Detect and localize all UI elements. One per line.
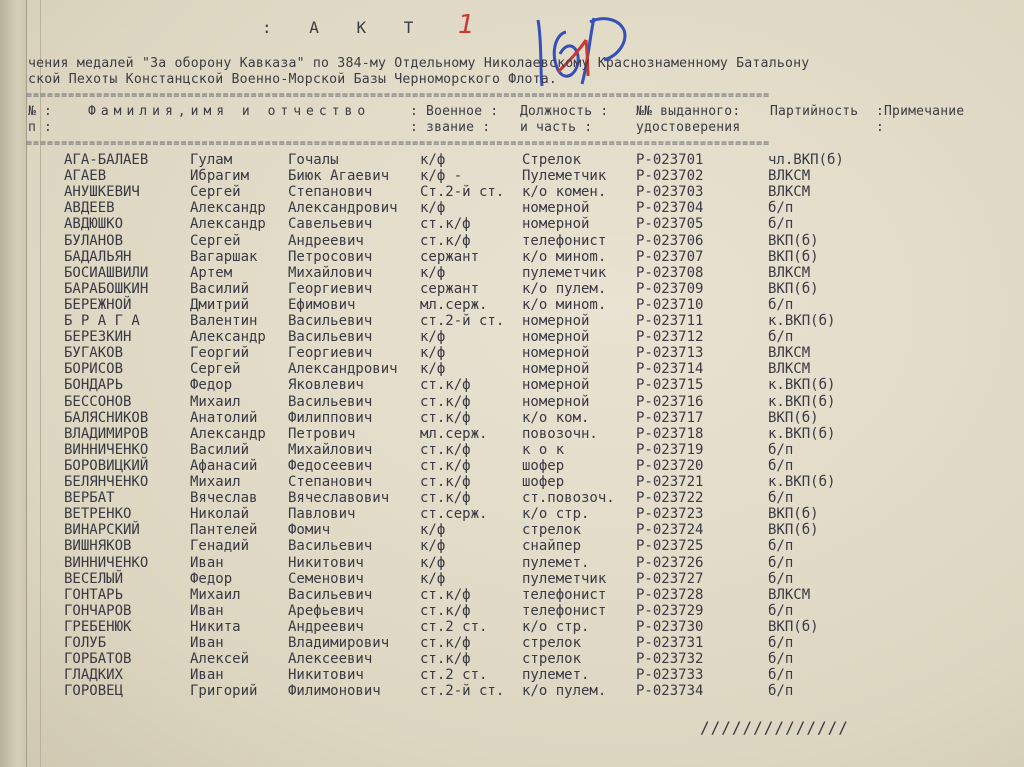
row-party: б/п [768,651,794,668]
row-position: номерной [522,377,590,394]
row-position: телефонист [522,232,607,249]
row-rank: ст.к/ф [420,635,471,651]
row-first-name: Федор [190,377,233,394]
row-certificate-number: Р-023734 [636,683,704,700]
row-surname: БЕЛЯНЧЕНКО [64,474,149,490]
row-patronymic: Биюк Агаевич [288,168,390,185]
row-surname: БОРИСОВ [64,361,124,378]
row-position: номерной [522,345,590,362]
row-surname: БАЛЯСНИКОВ [64,409,149,426]
row-first-name: Вагаршак [190,248,258,265]
row-position: номерной [522,313,590,329]
row-first-name: Иван [190,635,224,651]
row-first-name: Иван [190,554,224,571]
row-surname: Б Р А Г А [64,313,140,329]
row-rank: ст.к/ф [420,441,471,458]
row-surname: БОРОВИЦКИЙ [64,457,149,474]
row-position: стрелок [522,635,582,651]
row-surname: БОСИАШВИЛИ [64,264,149,281]
row-position: номерной [522,216,590,233]
row-rank: ст.к/ф [420,457,471,474]
row-party: б/п [768,554,794,571]
row-first-name: Александр [190,425,266,442]
row-party: б/п [768,329,794,346]
row-surname: ГОРБАТОВ [64,651,132,668]
row-patronymic: Степанович [288,184,373,201]
row-position: снайпер [522,538,582,555]
row-patronymic: Арефьевич [288,602,364,619]
row-patronymic: Михайлович [288,264,373,281]
row-position: Пулеметчик [522,168,607,185]
row-patronymic: Георгиевич [288,280,373,297]
row-first-name: Михаил [190,586,241,603]
row-position: шофер [522,457,565,474]
row-rank: к/ф [420,554,446,571]
row-position: телефонист [522,586,607,603]
row-patronymic: Васильевич [288,586,373,603]
row-patronymic: Владимирович [288,635,390,651]
row-party: б/п [768,216,794,233]
row-certificate-number: Р-023719 [636,441,704,458]
header-double-rule: ========================================================================================================== [26,92,771,100]
row-party: б/п [768,441,794,458]
row-rank: к/ф [420,152,446,168]
row-certificate-number: Р-023733 [636,667,704,684]
row-party: ВЛКСМ [768,586,811,603]
row-certificate-number: Р-023728 [636,586,704,603]
row-first-name: Гулам [190,152,233,168]
row-certificate-number: Р-023703 [636,184,704,201]
row-surname: ГОРОВЕЦ [64,683,124,700]
row-first-name: Афанасий [190,457,258,474]
row-certificate-number: Р-023732 [636,651,704,668]
row-rank: мл.серж. [420,425,488,442]
row-patronymic: Степанович [288,474,373,490]
row-rank: ст.2-й ст. [420,313,505,329]
row-patronymic: Александрович [288,361,398,378]
row-rank: ст.к/ф [420,377,471,394]
row-first-name: Артем [190,264,233,281]
row-surname: БЕРЕЖНОЙ [64,296,132,313]
col-header-number: № : п : [28,104,53,135]
row-surname: ВЕСЕЛЫЙ [64,570,124,587]
row-first-name: Сергей [190,184,241,201]
row-position: стрелок [522,522,582,539]
row-surname: ГОЛУБ [64,635,107,651]
row-party: б/п [768,602,794,619]
row-first-name: Сергей [190,232,241,249]
act-number: 1 [458,10,475,40]
row-first-name: Василий [190,280,250,297]
act-title: : А К Т [262,18,428,37]
row-certificate-number: Р-023720 [636,457,704,474]
row-first-name: Александр [190,216,266,233]
row-surname: ГОНЧАРОВ [64,602,132,619]
row-rank: ст.к/ф [420,393,471,410]
row-party: б/п [768,538,794,555]
row-party: к.ВКП(б) [768,393,836,410]
row-surname: ГЛАДКИХ [64,667,124,684]
row-party: ВЛКСМ [768,168,811,185]
row-certificate-number: Р-023713 [636,345,704,362]
row-position: пулеметчик [522,264,607,281]
row-rank: к/ф [420,570,446,587]
row-position: пулемет. [522,554,590,571]
row-party: б/п [768,200,794,217]
row-rank: ст.к/ф [420,602,471,619]
row-party: б/п [768,635,794,651]
row-first-name: Вячеслав [190,490,258,507]
row-patronymic: Александрович [288,200,398,217]
col-header-party: Партийность [770,104,859,119]
row-position: пулеметчик [522,570,607,587]
row-rank: Ст.2-й ст. [420,184,505,201]
row-surname: ВЕТРЕНКО [64,506,132,523]
row-surname: ВИНАРСКИЙ [64,522,140,539]
row-first-name: Дмитрий [190,296,250,313]
row-first-name: Николай [190,506,250,523]
row-party: б/п [768,490,794,507]
row-certificate-number: Р-023702 [636,168,704,185]
row-party: к.ВКП(б) [768,425,836,442]
row-surname: АВДЕЕВ [64,200,115,217]
row-position: к/о комен. [522,184,607,201]
row-party: ВЛКСМ [768,184,811,201]
row-position: номерной [522,393,590,410]
row-certificate-number: Р-023730 [636,618,704,635]
row-certificate-number: Р-023731 [636,635,704,651]
row-position: к/о стр. [522,618,590,635]
row-position: к о к [522,441,565,458]
row-patronymic: Васильевич [288,329,373,346]
row-party: ВКП(б) [768,280,819,297]
row-surname: БУГАКОВ [64,345,124,362]
row-position: к/о пулем. [522,683,607,700]
row-first-name: Григорий [190,683,258,700]
row-rank: к/ф - [420,168,463,185]
row-certificate-number: Р-023723 [636,506,704,523]
row-rank: ст.к/ф [420,474,471,490]
row-patronymic: Петрович [288,425,356,442]
row-patronymic: Семенович [288,570,364,587]
row-rank: к/ф [420,200,446,217]
row-patronymic: Павлович [288,506,356,523]
row-patronymic: Алексеевич [288,651,373,668]
row-certificate-number: Р-023708 [636,264,704,281]
closing-slash-line: ////////////// [700,718,849,737]
col-header-note: :Примечание : [876,104,965,135]
row-rank: ст.к/ф [420,586,471,603]
row-patronymic: Петросович [288,248,373,265]
row-certificate-number: Р-023710 [636,296,704,313]
row-surname: ГОНТАРЬ [64,586,124,603]
col-header-rank: : Военное : : звание : [410,104,499,135]
row-surname: БУЛАНОВ [64,232,124,249]
row-certificate-number: Р-023707 [636,248,704,265]
row-patronymic: Андреевич [288,232,364,249]
row-patronymic: Андреевич [288,618,364,635]
row-patronymic: Филимонович [288,683,381,700]
row-certificate-number: Р-023706 [636,232,704,249]
act-description-line-2: ской Пехоты Констанцской Военно-Морской Базы Черноморского Флота. [28,72,558,87]
row-first-name: Генадий [190,538,250,555]
row-patronymic: Васильевич [288,313,373,329]
row-rank: ст.к/ф [420,216,471,233]
row-patronymic: Ефимович [288,296,356,313]
row-patronymic: Георгиевич [288,345,373,362]
col-header-certificate: №№ выданного: удостоверения [636,104,741,135]
row-surname: АНУШКЕВИЧ [64,184,140,201]
row-patronymic: Васильевич [288,393,373,410]
row-position: номерной [522,361,590,378]
row-certificate-number: Р-023726 [636,554,704,571]
row-certificate-number: Р-023709 [636,280,704,297]
row-patronymic: Федосеевич [288,457,373,474]
row-certificate-number: Р-023715 [636,377,704,394]
row-first-name: Василий [190,441,250,458]
row-surname: ГРЕБЕНЮК [64,618,132,635]
row-certificate-number: Р-023704 [636,200,704,217]
row-position: пулемет. [522,667,590,684]
columns-double-rule: ========================================================================================================== [26,140,771,148]
row-surname: АВДЮШКО [64,216,124,233]
row-position: шофер [522,474,565,490]
row-rank: ст.к/ф [420,651,471,668]
row-first-name: Иван [190,602,224,619]
row-party: б/п [768,683,794,700]
row-surname: БЕССОНОВ [64,393,132,410]
row-party: б/п [768,667,794,684]
row-patronymic: Яковлевич [288,377,364,394]
row-patronymic: Вячеславович [288,490,390,507]
row-position: номерной [522,200,590,217]
row-certificate-number: Р-023712 [636,329,704,346]
row-patronymic: Никитович [288,667,364,684]
row-first-name: Сергей [190,361,241,378]
row-position: к/о миноm. [522,248,607,265]
row-surname: БЕРЕЗКИН [64,329,132,346]
row-rank: мл.серж. [420,296,488,313]
row-patronymic: Михайлович [288,441,373,458]
col-header-position: Должность : и часть : [520,104,609,135]
page-binding-edge [0,0,27,767]
row-patronymic: Савельевич [288,216,373,233]
row-rank: ст.к/ф [420,409,471,426]
row-certificate-number: Р-023724 [636,522,704,539]
row-certificate-number: Р-023714 [636,361,704,378]
row-position: номерной [522,329,590,346]
row-first-name: Георгий [190,345,250,362]
row-rank: к/ф [420,361,446,378]
row-first-name: Александр [190,329,266,346]
row-first-name: Анатолий [190,409,258,426]
row-party: б/п [768,570,794,587]
row-party: б/п [768,296,794,313]
row-rank: сержант [420,248,480,265]
row-surname: ВИННИЧЕНКО [64,554,149,571]
row-patronymic: Филиппович [288,409,373,426]
row-party: ВЛКСМ [768,361,811,378]
row-rank: к/ф [420,538,446,555]
row-patronymic: Гочалы [288,152,339,168]
row-first-name: Валентин [190,313,258,329]
row-surname: БОНДАРЬ [64,377,124,394]
row-party: ВЛКСМ [768,264,811,281]
row-rank: к/ф [420,329,446,346]
row-first-name: Александр [190,200,266,217]
row-surname: БАРАБОШКИН [64,280,149,297]
row-rank: ст.2 ст. [420,667,488,684]
row-surname: ВЛАДИМИРОВ [64,425,149,442]
row-party: ВКП(б) [768,506,819,523]
row-surname: ВЕРБАТ [64,490,115,507]
row-party: ВКП(б) [768,618,819,635]
row-party: ВКП(б) [768,522,819,539]
row-position: ст.повозоч. [522,490,615,507]
row-certificate-number: Р-023727 [636,570,704,587]
row-certificate-number: Р-023718 [636,425,704,442]
row-first-name: Ибрагим [190,168,250,185]
row-position: к/о пулем. [522,280,607,297]
row-position: стрелок [522,651,582,668]
act-description-line-1: чения медалей "За оборону Кавказа" по 384-му Отдельному Николаевскому Краснознаменному Батальону [28,56,810,71]
row-position: Стрелок [522,152,582,168]
row-patronymic: Фомич [288,522,331,539]
row-certificate-number: Р-023701 [636,152,704,168]
row-rank: ст.2 ст. [420,618,488,635]
row-rank: ст.к/ф [420,490,471,507]
row-party: ВКП(б) [768,409,819,426]
row-rank: ст.серж. [420,506,488,523]
row-certificate-number: Р-023717 [636,409,704,426]
row-surname: ВИННИЧЕНКО [64,441,149,458]
row-certificate-number: Р-023711 [636,313,704,329]
row-first-name: Михаил [190,474,241,490]
row-certificate-number: Р-023705 [636,216,704,233]
row-position: к/о миноm. [522,296,607,313]
row-first-name: Федор [190,570,233,587]
row-patronymic: Никитович [288,554,364,571]
row-party: ВКП(б) [768,248,819,265]
col-header-name: Фамилия,имя и отчество [88,104,371,119]
row-certificate-number: Р-023722 [636,490,704,507]
row-first-name: Пантелей [190,522,258,539]
row-position: к/о стр. [522,506,590,523]
row-rank: к/ф [420,522,446,539]
row-rank: сержант [420,280,480,297]
row-position: телефонист [522,602,607,619]
row-party: к.ВКП(б) [768,474,836,490]
row-surname: БАДАЛЬЯН [64,248,132,265]
row-party: чл.ВКП(б) [768,152,844,168]
row-party: ВЛКСМ [768,345,811,362]
row-party: б/п [768,457,794,474]
row-party: ВКП(б) [768,232,819,249]
row-patronymic: Васильевич [288,538,373,555]
row-certificate-number: Р-023716 [636,393,704,410]
row-certificate-number: Р-023721 [636,474,704,490]
row-rank: к/ф [420,345,446,362]
row-first-name: Никита [190,618,241,635]
row-party: к.ВКП(б) [768,377,836,394]
row-rank: ст.к/ф [420,232,471,249]
row-rank: ст.2-й ст. [420,683,505,700]
row-party: к.ВКП(б) [768,313,836,329]
row-first-name: Алексей [190,651,250,668]
row-certificate-number: Р-023729 [636,602,704,619]
row-certificate-number: Р-023725 [636,538,704,555]
row-surname: АГАЕВ [64,168,107,185]
row-first-name: Иван [190,667,224,684]
row-rank: к/ф [420,264,446,281]
row-position: к/о ком. [522,409,590,426]
row-position: повозочн. [522,425,598,442]
row-surname: АГА-БАЛАЕВ [64,152,149,168]
row-first-name: Михаил [190,393,241,410]
row-surname: ВИШНЯКОВ [64,538,132,555]
